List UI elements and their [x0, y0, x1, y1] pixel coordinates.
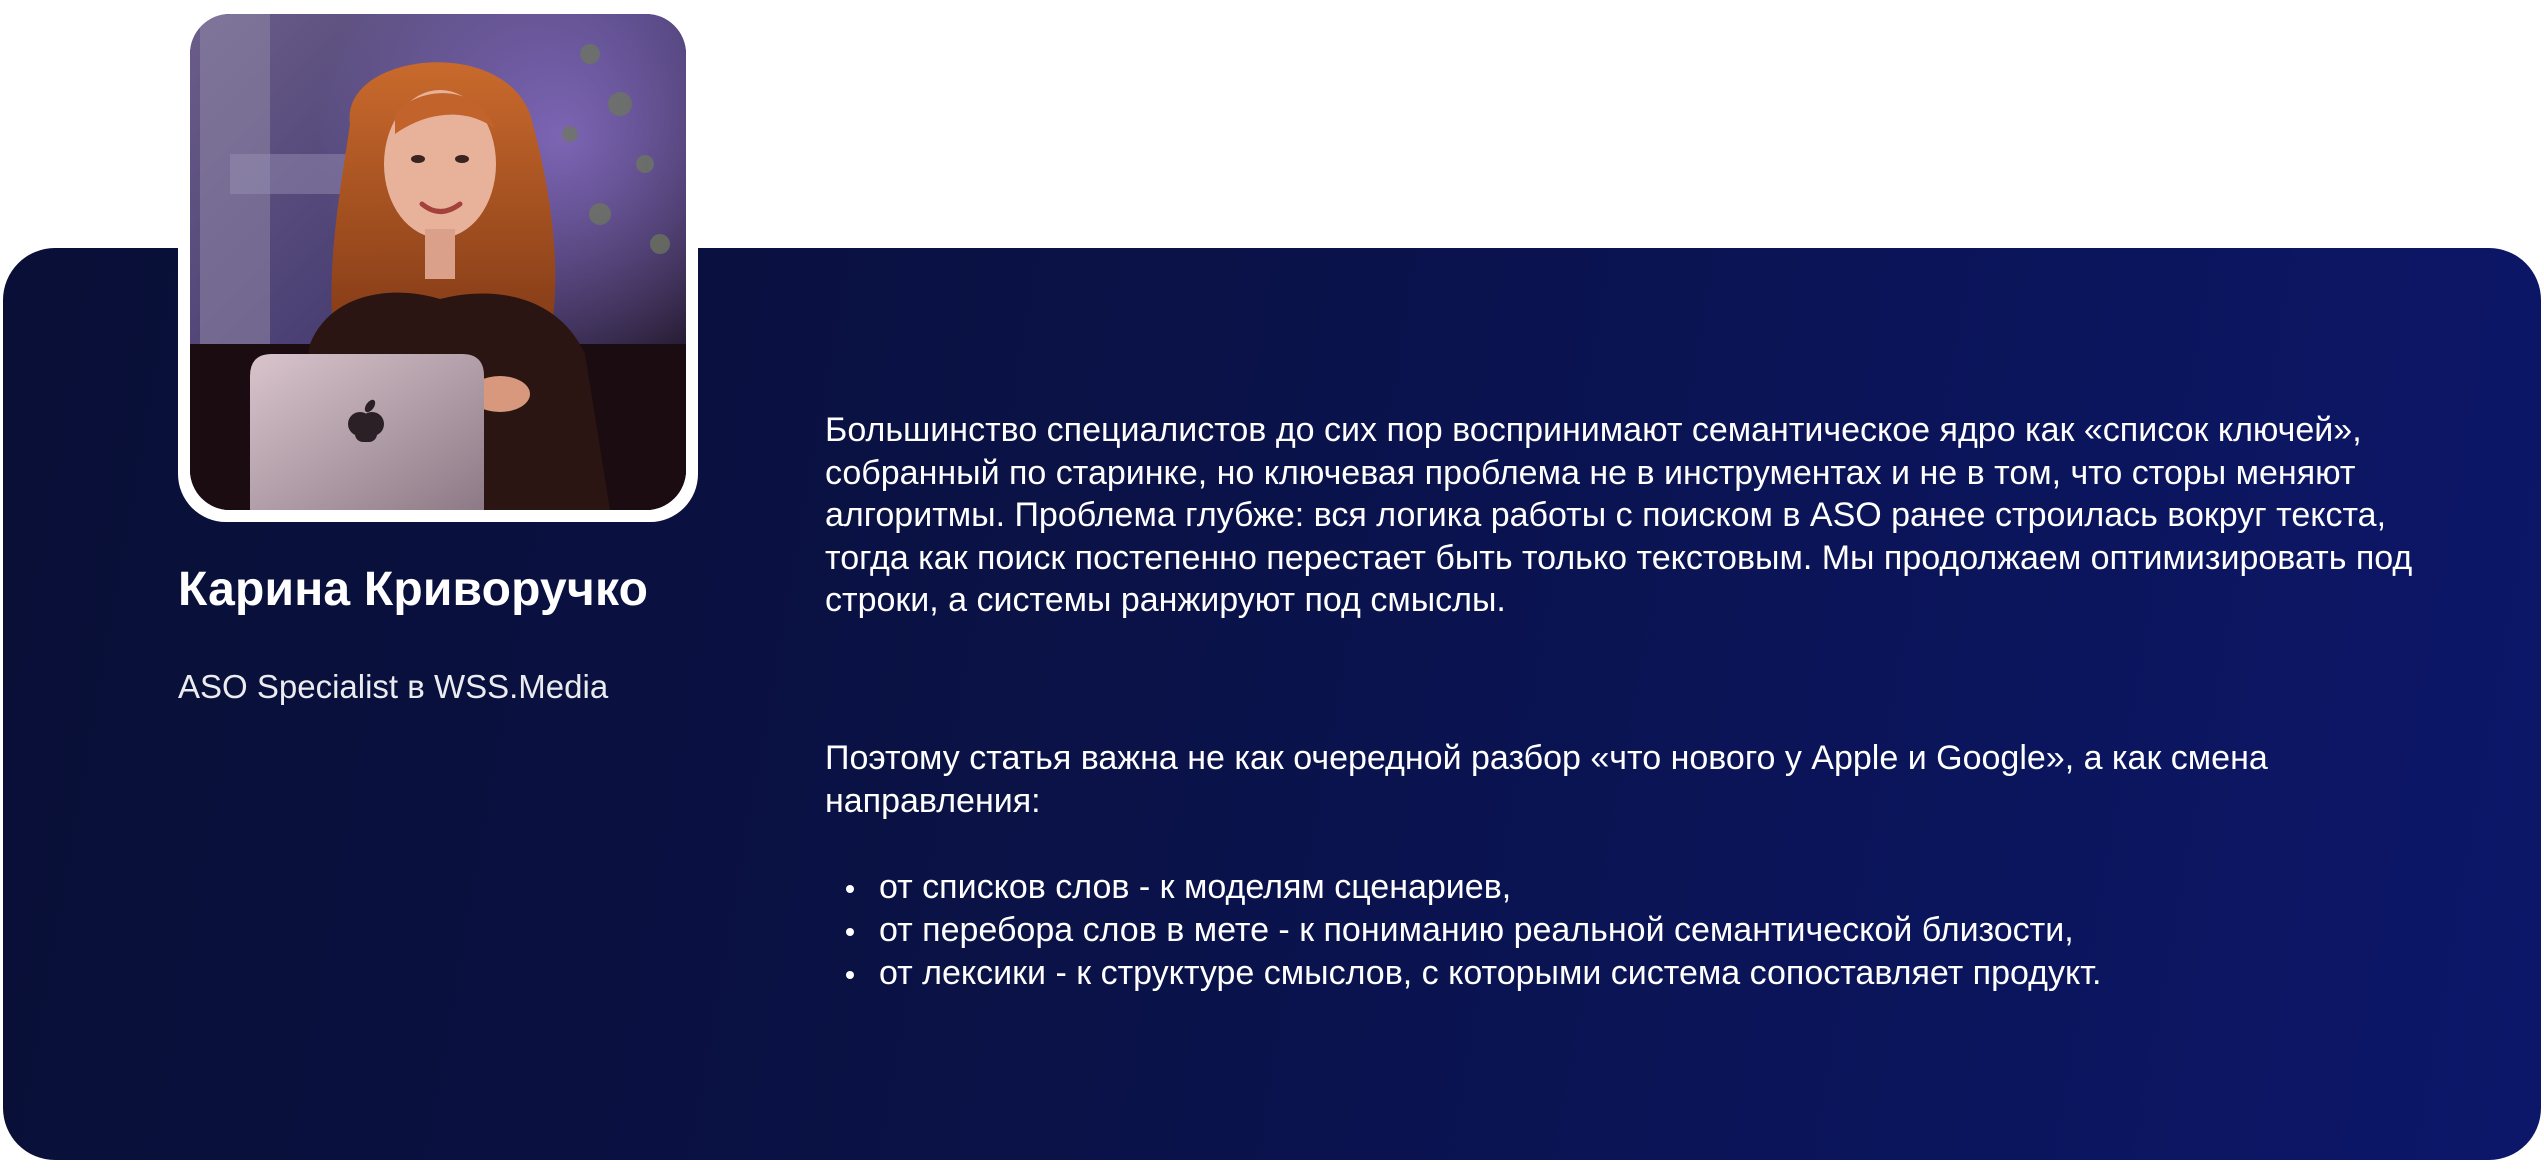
list-item: от перебора слов в мете - к пониманию реальной семантической близости, [843, 909, 2102, 952]
body-paragraph-2: Поэтому статья важна не как очередной разбор «что нового у Apple и Google», а как смена направления: [825, 739, 2268, 820]
avatar-frame [178, 4, 698, 522]
author-role: ASO Specialist в WSS.Media [178, 668, 609, 705]
list-item: от списков слов - к моделям сценариев, [843, 866, 2102, 909]
author-portrait-photo [190, 14, 686, 510]
body-paragraph-1: Большинство специалистов до сих пор воспринимают семантическое ядро как «список ключей», собранный по старинке, но ключевая проблема не в инструментах и не в том, что сторы меняют алгоритмы. Проблема глубже: вся логика работы с поиском в ASO ранее строилась вокруг текста, тогда как поиск постепенно перестает быть только текстовым. Мы продолжаем оптимизировать под строки, а системы ранжируют под смыслы. [825, 411, 2413, 619]
bullet-list [843, 866, 2102, 995]
author-name: Карина Криворучко [178, 563, 649, 616]
avatar [190, 14, 686, 510]
list-item: от лексики - к структуре смыслов, с которыми система сопоставляет продукт. [843, 952, 2102, 995]
